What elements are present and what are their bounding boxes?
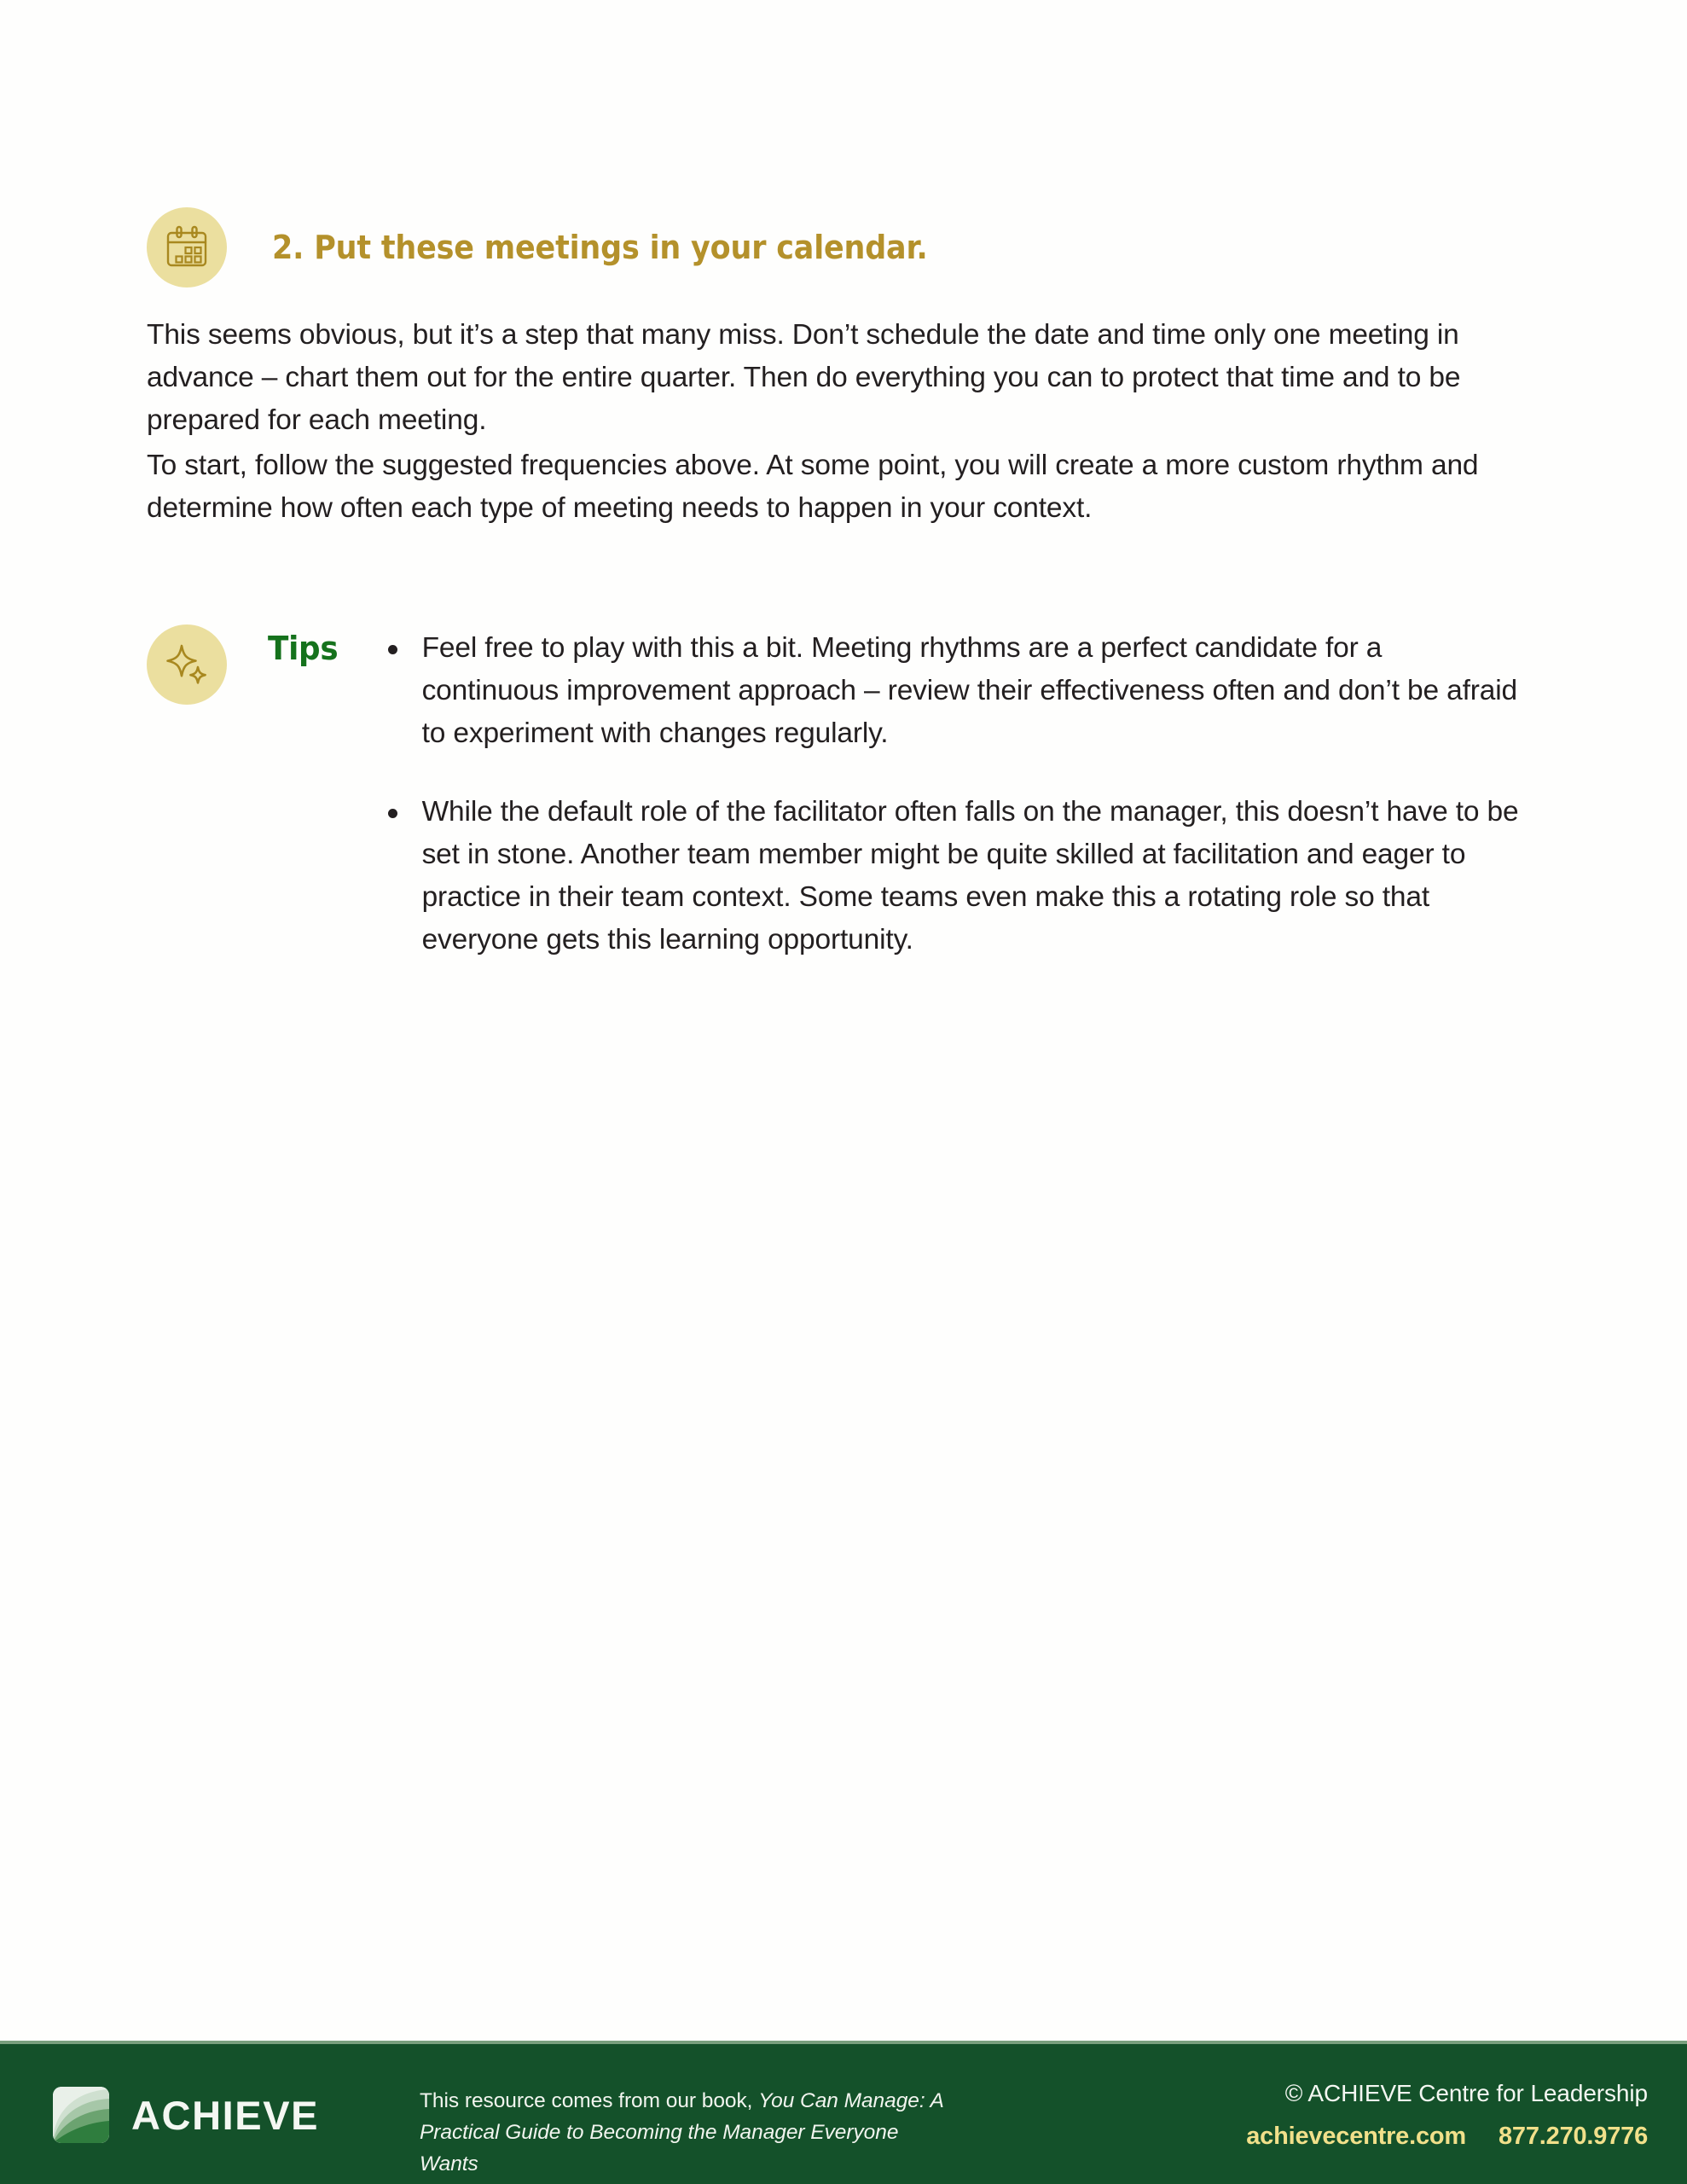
list-item: While the default role of the facilitator often falls on the manager, this doesn’t have to be set in stone. Another team member might be quite skilled at facilitation and eager to practice in their team context. Some teams even make this a rotating role so that everyone gets this learning opportunity. [382, 791, 1522, 961]
body-paragraph-2: To start, follow the suggested frequencies above. At some point, you will create a more custom rhythm and determine how often each type of meeting needs to happen in your context. [147, 450, 1479, 524]
section-heading [147, 207, 984, 288]
list-item: Feel free to play with this a bit. Meeting rhythms are a perfect candidate for a continuous improvement approach – review their effectiveness often and don’t be afraid to experiment with changes regularly. [382, 627, 1522, 755]
tips-section [147, 611, 1522, 961]
footer-contact-row [1246, 2123, 1648, 2151]
page-title: 2. Put these meetings in your calendar. [272, 229, 928, 266]
body-paragraph-1: This seems obvious, but it’s a step that many miss. Don’t schedule the date and time only one meeting in advance – chart them out for the entire quarter. Then do everything you can to protect that time and to be prepared for each meeting. [147, 319, 1461, 436]
phone-number[interactable]: 877.270.9776 [1499, 2123, 1648, 2150]
website-link[interactable]: achievecentre.com [1246, 2123, 1466, 2150]
achieve-logo-icon [53, 2087, 109, 2143]
tips-label: Tips [268, 630, 339, 667]
page-footer [0, 2044, 1687, 2184]
footer-book-credit [420, 2085, 948, 2180]
book-credit-prefix: This resource comes from our book, [420, 2089, 759, 2112]
footer-contact-block [1246, 2077, 1648, 2151]
copyright-text: © ACHIEVE Centre for Leadership [1284, 2080, 1648, 2106]
sparkle-icon [147, 624, 227, 705]
tips-list [382, 611, 1522, 961]
tips-icon-wrapper [147, 611, 227, 705]
achieve-wordmark: ACHIEVE [131, 2092, 320, 2138]
calendar-icon [147, 207, 227, 288]
achieve-logo [53, 2087, 319, 2143]
book-title: You Can Manage: A Practical Guide to Becoming the Manager Everyone Wants [420, 2089, 943, 2175]
